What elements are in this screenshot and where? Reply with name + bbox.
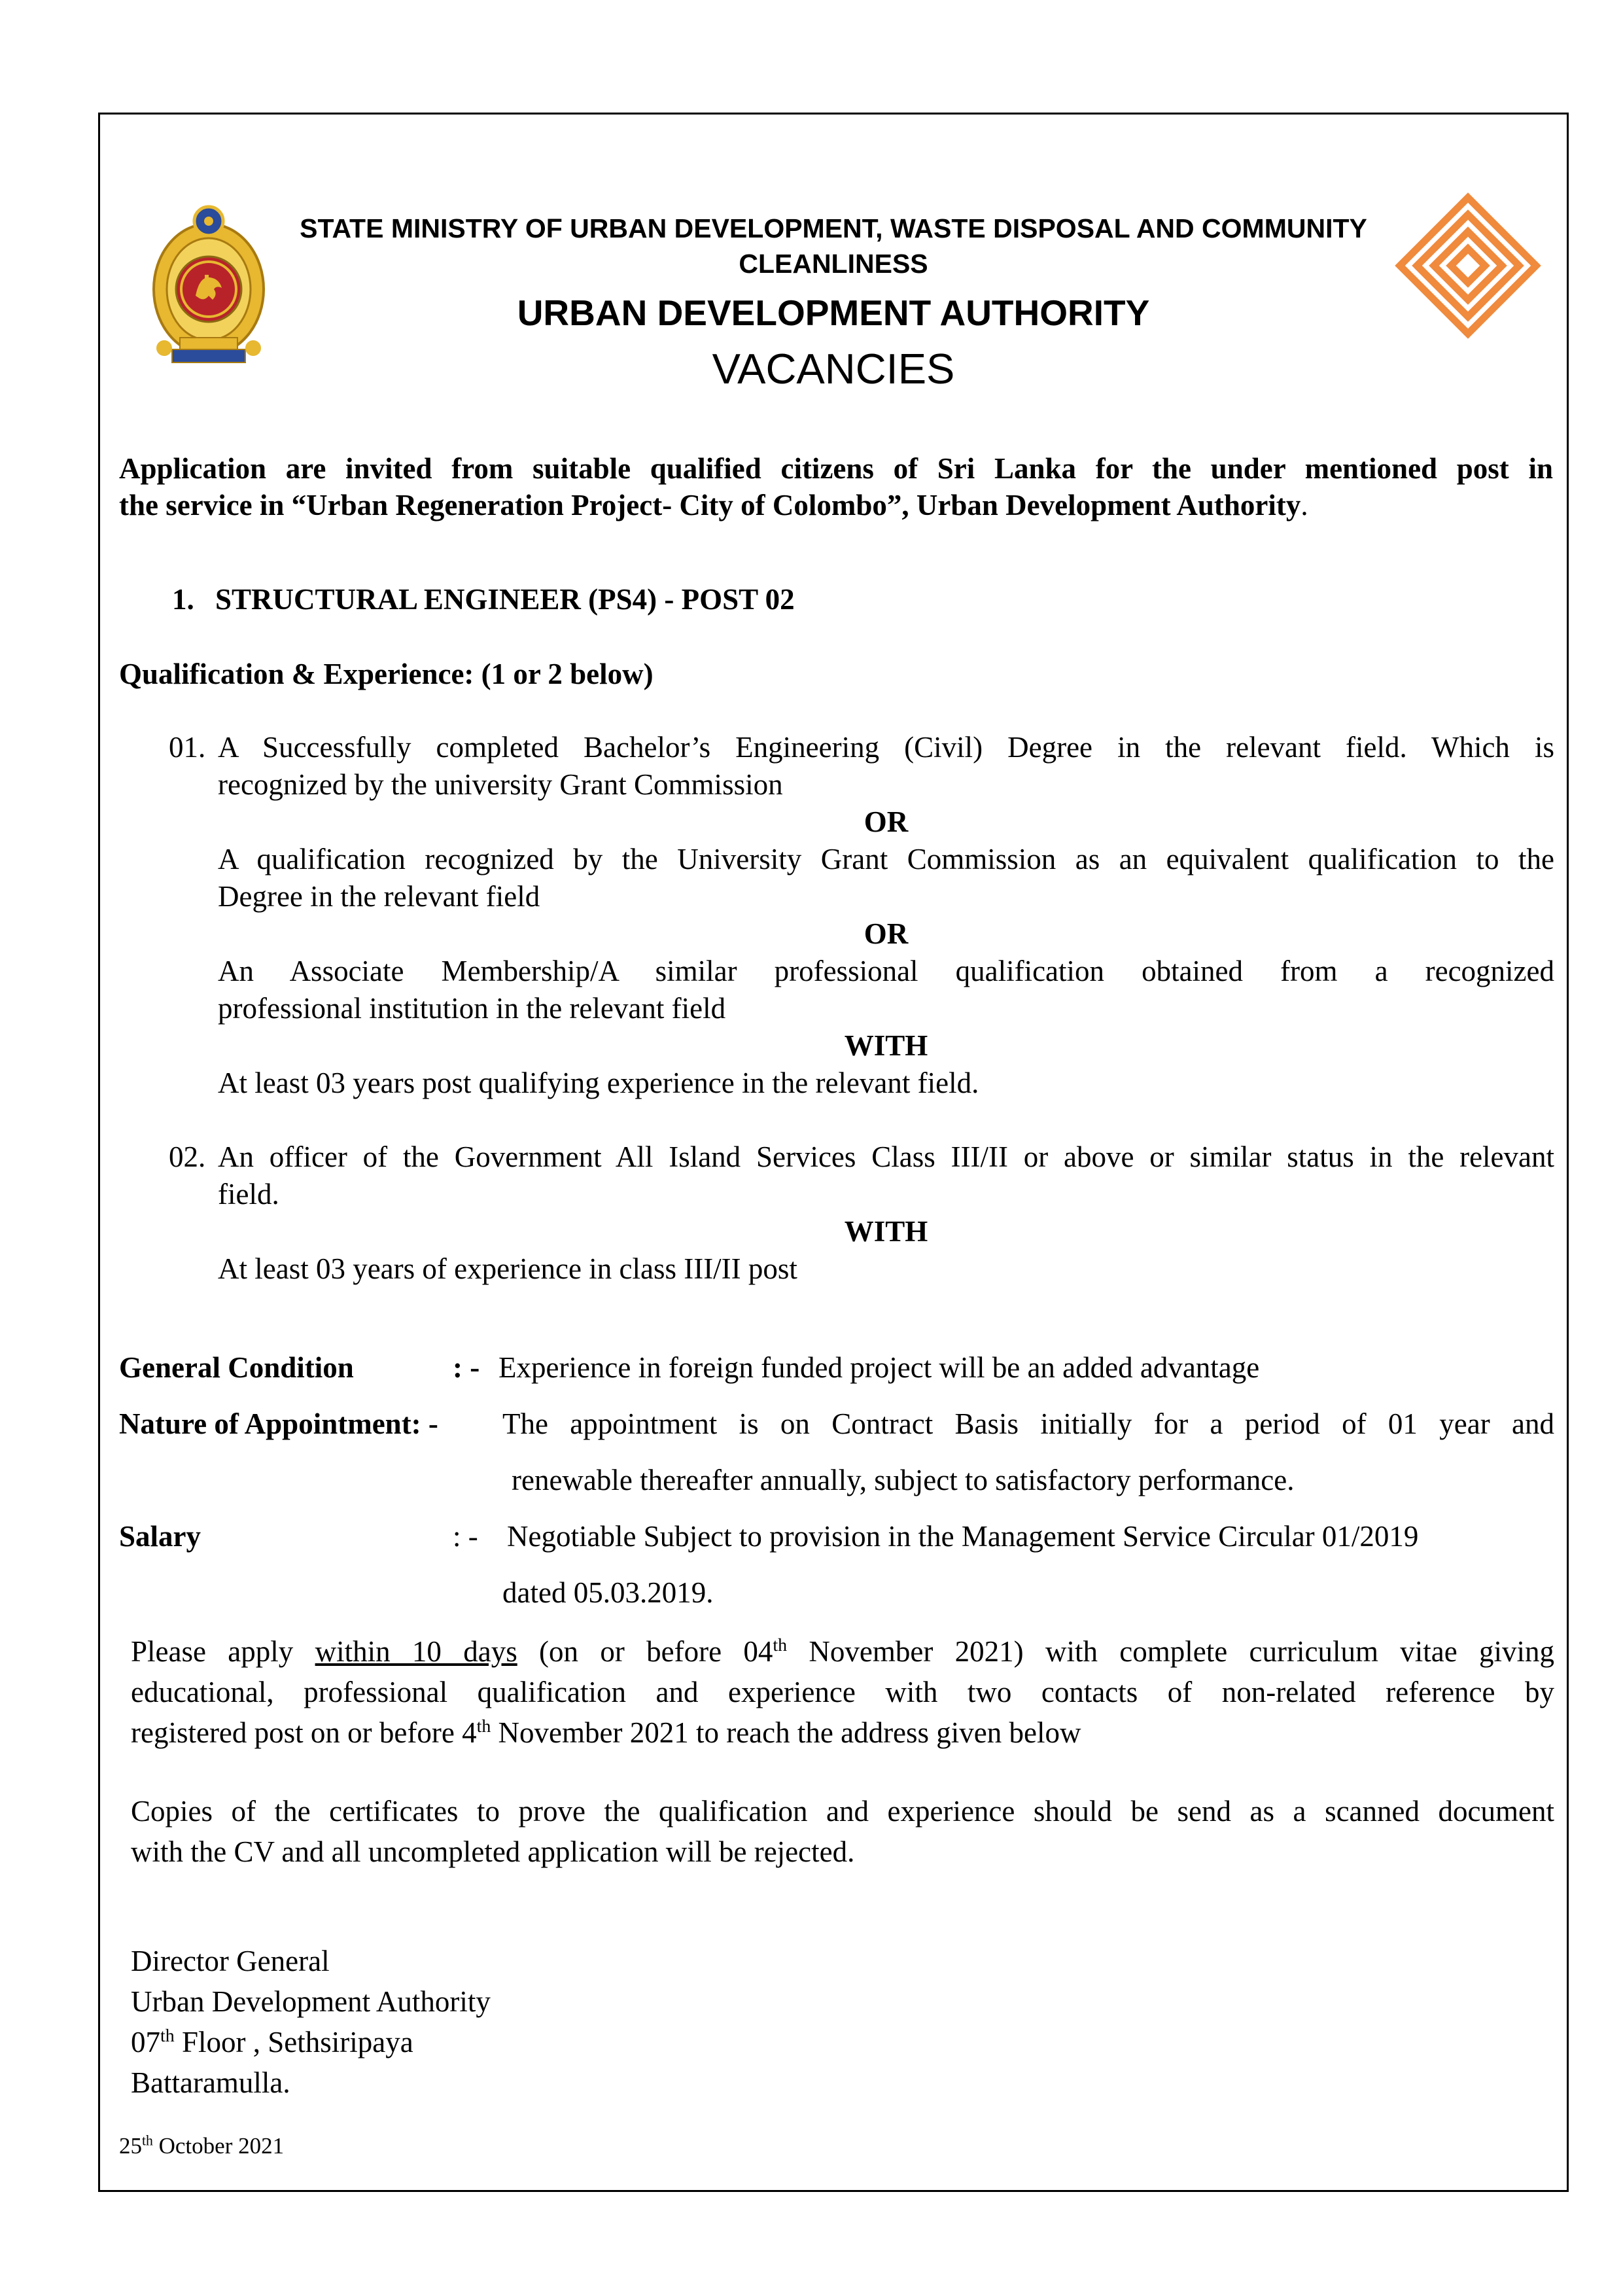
address-floor-number: 07	[131, 2026, 160, 2058]
copies-line-2: with the CV and all uncompleted application will be rejected.	[131, 1835, 855, 1868]
q2-with: WITH	[844, 1215, 928, 1248]
apply-line-3-sup: th	[476, 1716, 491, 1737]
apply-line-3-start: registered post on or before 4	[131, 1716, 477, 1749]
q2-experience: At least 03 years of experience in class III/II post	[218, 1252, 797, 1285]
post-title: STRUCTURAL ENGINEER (PS4) - POST 02	[215, 583, 795, 616]
post-number: 1.	[172, 583, 194, 616]
address-floor-text: Floor , Sethsiripaya	[181, 2026, 413, 2058]
address-line-1: Director General	[131, 1945, 330, 1977]
issue-date-day: 25	[119, 2133, 142, 2159]
salary-line-2: dated 05.03.2019.	[502, 1576, 714, 1609]
qualification-1-number: 01.	[169, 731, 206, 764]
q1-option-a-line-1: A Successfully completed Bachelor’s Engineering (Civil) Degree in the relevant field. Which is	[218, 731, 1554, 764]
apply-line-3	[131, 1712, 1554, 1753]
issue-date-rest: October 2021	[158, 2133, 285, 2159]
q1-option-c-line-1: An Associate Membership/A similar professional qualification obtained from a recognized	[218, 955, 1554, 987]
apply-line-3-end: November 2021 to reach the address given below	[498, 1716, 1081, 1749]
ministry-name	[98, 211, 1569, 281]
address-line-2: Urban Development Authority	[131, 1985, 491, 2018]
q1-option-a-line-2: recognized by the university Grant Commission	[218, 768, 783, 801]
nature-of-appointment-line-2: renewable thereafter annually, subject to satisfactory performance.	[512, 1464, 1295, 1496]
apply-line-1-sup: th	[773, 1635, 788, 1655]
intro-paragraph	[119, 450, 1553, 523]
intro-line-2-text: the service in “Urban Regeneration Project- City of Colombo”, Urban Development Authority	[119, 489, 1301, 521]
q1-option-b-line-1: A qualification recognized by the University Grant Commission as an equivalent qualification to the	[218, 843, 1554, 875]
general-condition-value: Experience in foreign funded project will be an added advantage	[498, 1351, 1260, 1384]
q1-option-b-line-2: Degree in the relevant field	[218, 880, 540, 913]
q1-or-2: OR	[864, 917, 909, 950]
salary-label: Salary	[119, 1520, 201, 1553]
nature-of-appointment-label: Nature of Appointment: -	[119, 1407, 438, 1440]
issue-date	[119, 2132, 284, 2161]
general-condition-separator: : -	[453, 1351, 480, 1384]
authority-name: URBAN DEVELOPMENT AUTHORITY	[517, 292, 1150, 333]
qualification-heading: Qualification & Experience: (1 or 2 below)	[119, 658, 654, 690]
qualification-2-number: 02.	[169, 1140, 206, 1173]
q1-with: WITH	[844, 1029, 928, 1062]
copies-line-1: Copies of the certificates to prove the qualification and experience should be send as a scanned document	[131, 1795, 1554, 1828]
apply-deadline-underlined: within 10 days	[315, 1635, 517, 1668]
address-line-4: Battaramulla.	[131, 2066, 290, 2099]
salary-separator: : -	[453, 1520, 478, 1553]
intro-line-2	[119, 487, 1553, 523]
copies-paragraph	[131, 1791, 1554, 1872]
q2-line-1: An officer of the Government All Island Services Class III/II or above or similar status in the relevant	[218, 1140, 1554, 1173]
q1-option-c-line-2: professional institution in the relevant field	[218, 992, 726, 1025]
intro-line-1: Application are invited from suitable qualified citizens of Sri Lanka for the under mentioned post in	[119, 452, 1553, 485]
salary-line-1: Negotiable Subject to provision in the Management Service Circular 01/2019	[507, 1520, 1419, 1553]
post-heading	[172, 581, 795, 618]
issue-date-sup: th	[142, 2132, 153, 2149]
qualification-1-block	[218, 729, 1554, 1102]
nature-of-appointment-line-1: The appointment is on Contract Basis initially for a period of 01 year and	[502, 1407, 1554, 1440]
intro-line-2-period: .	[1300, 489, 1308, 521]
apply-line-1-start: Please apply	[131, 1635, 294, 1668]
ministry-line-2: CLEANLINESS	[739, 249, 928, 279]
q1-experience: At least 03 years post qualifying experience in the relevant field.	[218, 1067, 979, 1099]
ministry-line-1: STATE MINISTRY OF URBAN DEVELOPMENT, WASTE DISPOSAL AND COMMUNITY	[300, 213, 1367, 243]
apply-line-2: educational, professional qualification and experience with two contacts of non-related reference by	[131, 1676, 1554, 1708]
address-line-3	[131, 2022, 491, 2062]
apply-line-1	[131, 1631, 1554, 1672]
apply-paragraph	[131, 1631, 1554, 1753]
q1-or-1: OR	[864, 805, 909, 838]
qualification-2-block	[218, 1139, 1554, 1288]
general-condition-label: General Condition	[119, 1351, 354, 1384]
apply-line-1-end: November 2021) with complete curriculum vitae giving	[809, 1635, 1555, 1668]
apply-line-1-date: (on or before 04	[539, 1635, 773, 1668]
page-title: VACANCIES	[712, 345, 955, 393]
q2-line-2: field.	[218, 1178, 279, 1210]
address-block	[131, 1941, 491, 2103]
address-floor-sup: th	[160, 2026, 175, 2046]
